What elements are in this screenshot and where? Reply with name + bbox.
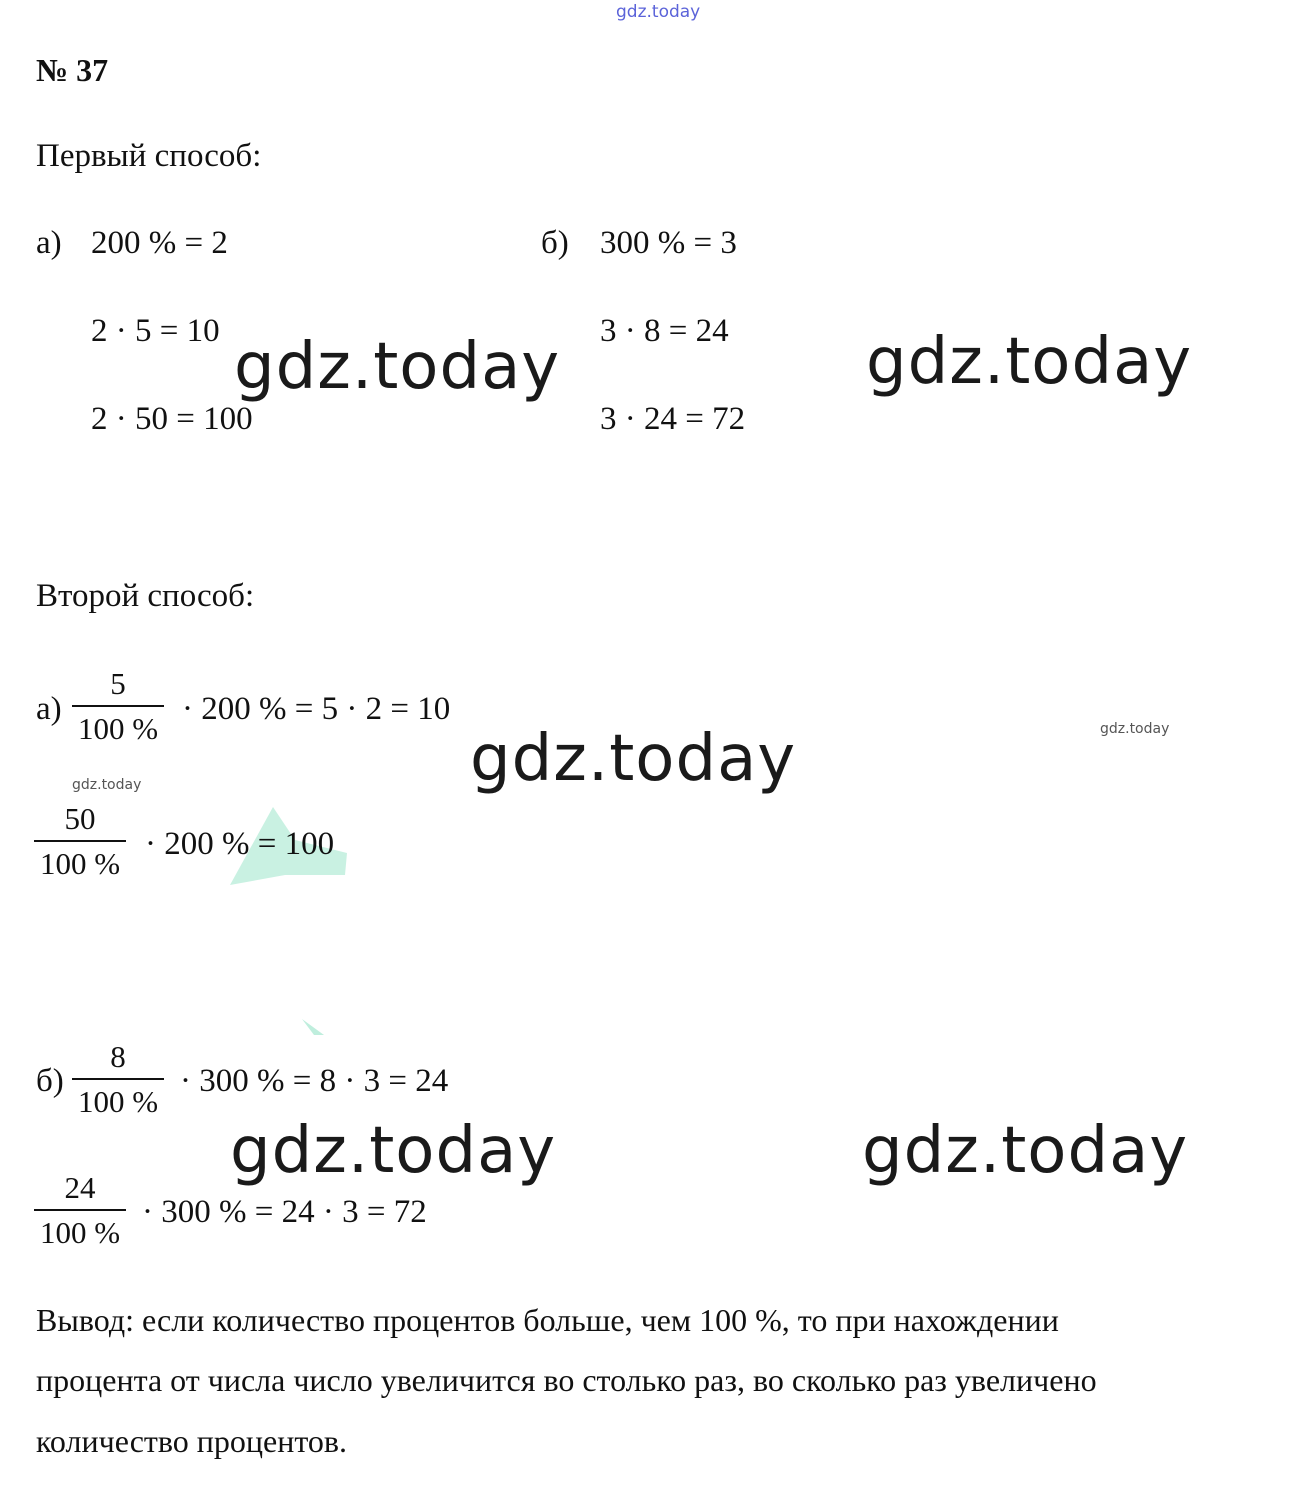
problem-number: № 37 [36, 52, 109, 88]
method2-b-eq1-rest: · 300 % = 8 · 3 = 24 [180, 1063, 449, 1099]
fraction-denominator: 100 % [78, 1084, 159, 1119]
conclusion-line-1: Вывод: если количество процентов больше, чем 100 %, то при нахождении [36, 1302, 1059, 1338]
green-mark [300, 1017, 330, 1039]
method2-a-eq2-rest: · 200 % = 100 [145, 826, 335, 862]
watermark-top: gdz.today [616, 2, 701, 22]
method1-a-line3: 2 · 50 = 100 [91, 401, 253, 437]
fraction-denominator: 100 % [78, 711, 159, 746]
watermark-3: gdz.today [470, 722, 797, 796]
watermark-small-1: gdz.today [1100, 721, 1170, 737]
fraction-denominator: 100 % [40, 846, 121, 881]
fraction-numerator: 8 [110, 1039, 126, 1074]
method1-a-line1: 200 % = 2 [91, 225, 228, 261]
conclusion-line-3: количество процентов. [36, 1423, 348, 1459]
method2-b-eq2-rest: · 300 % = 24 · 3 = 72 [142, 1194, 427, 1230]
method1-b-label: б) [541, 225, 569, 261]
fraction-numerator: 5 [110, 666, 126, 701]
method1-b-line3: 3 · 24 = 72 [600, 401, 746, 437]
method1-a-label: а) [36, 225, 62, 261]
method2-heading: Второй способ: [36, 578, 255, 614]
conclusion-line-2: процента от числа число увеличится во столько раз, во сколько раз увеличено [36, 1362, 1097, 1398]
watermark-5: gdz.today [862, 1114, 1189, 1188]
fraction-numerator: 50 [64, 801, 96, 836]
watermark-1: gdz.today [234, 330, 561, 404]
fraction-5-over-100 [72, 668, 164, 744]
method1-b-line2: 3 · 8 = 24 [600, 313, 729, 349]
watermark-2: gdz.today [866, 325, 1193, 399]
fraction-8-over-100 [72, 1041, 164, 1117]
method2-a-label: а) [36, 691, 62, 727]
method1-heading: Первый способ: [36, 138, 262, 174]
fraction-24-over-100 [34, 1172, 126, 1248]
fraction-denominator: 100 % [40, 1215, 121, 1250]
fraction-50-over-100 [34, 803, 126, 879]
fraction-numerator: 24 [64, 1170, 96, 1205]
method1-b-line1: 300 % = 3 [600, 225, 737, 261]
method2-a-eq1-rest: · 200 % = 5 · 2 = 10 [182, 691, 451, 727]
watermark-small-2: gdz.today [72, 777, 142, 793]
watermark-4: gdz.today [230, 1114, 557, 1188]
method2-b-label: б) [36, 1063, 64, 1099]
method1-a-line2: 2 · 5 = 10 [91, 313, 220, 349]
